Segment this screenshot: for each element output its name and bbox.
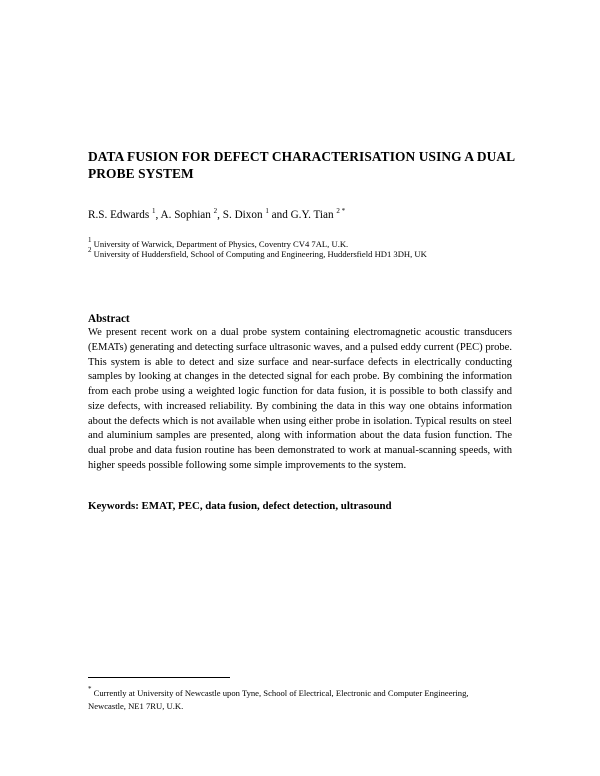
author-list — [88, 207, 345, 221]
author-affiliation-mark: 2 — [213, 207, 218, 215]
author-name: G.Y. Tian — [290, 209, 334, 221]
footnote-divider — [88, 677, 230, 678]
author-name: S. Dixon — [222, 209, 263, 221]
author-separator: , — [217, 209, 223, 221]
author-separator: , — [155, 209, 161, 221]
affiliation-text: University of Warwick, Department of Physics, Coventry CV4 7AL, U.K. — [93, 239, 349, 249]
paper-title: DATA FUSION FOR DEFECT CHARACTERISATION USING A DUAL PROBE SYSTEM — [88, 149, 515, 181]
author-name: R.S. Edwards — [88, 209, 150, 221]
affiliation-huddersfield — [88, 246, 427, 259]
author-affiliation-mark: 1 — [265, 207, 269, 215]
abstract-body: We present recent work on a dual probe system containing electromagnetic acoustic transducers (EMATs) generating and detecting surface ultrasonic waves, and a pulsed eddy current (PEC) probe. This system is able to detect and size surface and near-surface defects in electrically conducting samples by looking at changes in the detected signal for each probe. By combining the information from each probe using a weighted logic function for data fusion, it is possible to both classify and size defects, with increased reliability. By combining the data in this way one obtains information about the defects which is not available when using either probe in isolation. Typical results on steel and aluminium samples are presented, along with information about the data fusion function. The dual probe and data fusion routine has been demonstrated to work at manual-scanning speeds, with higher speeds possible following some simple improvements to the system. — [88, 327, 512, 471]
footnote-text: Currently at University of Newcastle upon Tyne, School of Electrical, Electronic and Computer Engineering, Newcastle, NE1 7RU, U.K. — [88, 688, 469, 711]
footnote-mark: * — [88, 685, 92, 693]
footnote — [88, 683, 508, 713]
author-name: A. Sophian — [160, 209, 211, 221]
keywords-line: Keywords: EMAT, PEC, data fusion, defect detection, ultrasound — [88, 500, 392, 512]
affiliation-mark: 2 — [88, 246, 92, 254]
affiliation-mark: 1 — [88, 236, 92, 244]
author-affiliation-mark: 1 — [152, 207, 156, 215]
abstract-heading: Abstract — [88, 313, 130, 325]
author-affiliation-mark: 2 * — [336, 207, 346, 215]
author-joiner: and — [268, 209, 291, 221]
affiliation-text: University of Huddersfield, School of Computing and Engineering, Huddersfield HD1 3DH, UK — [93, 249, 427, 259]
